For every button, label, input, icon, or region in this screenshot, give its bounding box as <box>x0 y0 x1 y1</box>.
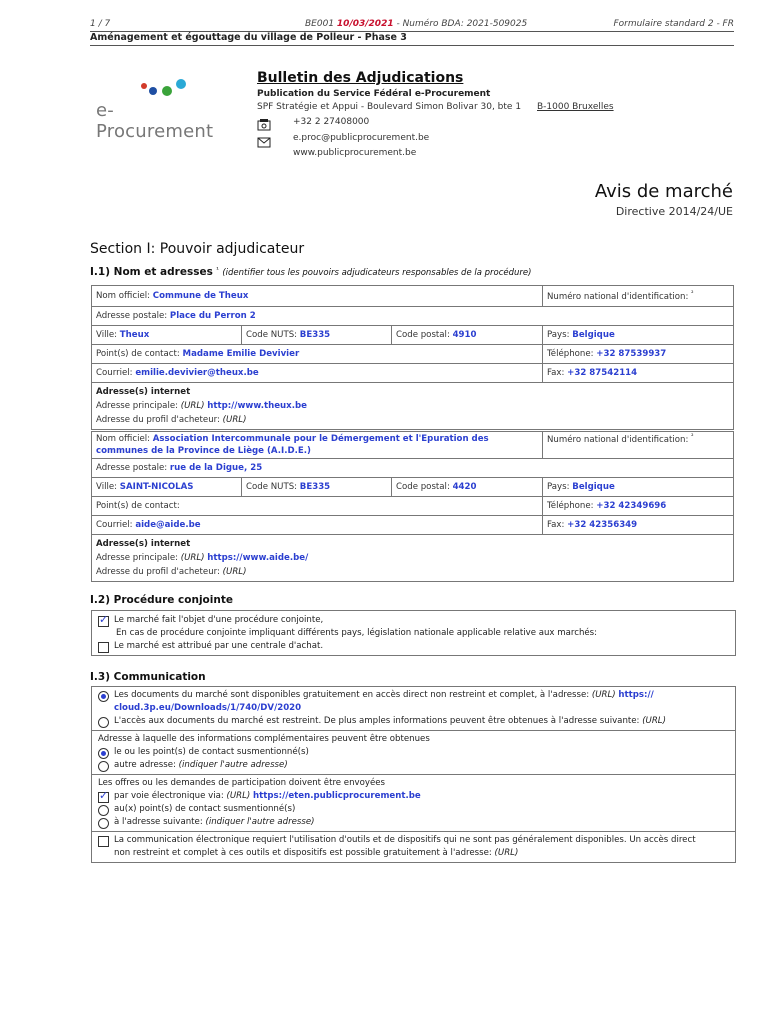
table-row <box>92 459 734 478</box>
label: Courriel: <box>96 520 133 530</box>
org2-nom-cell <box>92 432 543 459</box>
label: Numéro national d'identification: <box>547 291 689 302</box>
table-row <box>92 516 734 535</box>
label: Pays: <box>547 482 570 492</box>
radio-info-contact[interactable] <box>98 748 109 759</box>
radio-docs-restricted[interactable] <box>98 717 109 728</box>
info-address-row <box>92 731 735 775</box>
electronic-tools-row <box>92 832 735 862</box>
label: Nom officiel: <box>96 291 151 301</box>
info-other-label: autre adresse: <box>114 760 176 770</box>
org2-pays-cell <box>543 478 734 497</box>
joint-procedure-row <box>92 611 735 655</box>
radio-offers-address[interactable] <box>98 818 109 829</box>
org1-nom: Commune de Theux <box>152 291 249 301</box>
form-type: Formulaire standard 2 - FR <box>613 19 734 29</box>
org1-courriel-cell <box>92 364 543 383</box>
header-divider-2 <box>90 45 734 46</box>
label: Adresse principale: <box>96 553 179 563</box>
offers-header: Les offres ou les demandes de participation doivent être envoyées <box>98 778 386 788</box>
org2-nom-1: Association Intercommunale pour le Démergement et l'Epuration des <box>152 434 489 444</box>
label: Numéro national d'identification: <box>547 434 689 445</box>
notice-title: Avis de marché <box>594 181 733 202</box>
url-hint: (URL) <box>642 716 666 726</box>
url-hint: (URL) <box>222 567 247 577</box>
org1-cp: 4910 <box>452 330 477 340</box>
org2-contact-cell <box>92 497 543 516</box>
option-joint <box>96 614 731 627</box>
page-number: 1 / 7 <box>90 19 111 29</box>
offers-address-label: à l'adresse suivante: <box>114 817 203 827</box>
option-offers-address <box>96 816 731 829</box>
docs-access-row <box>92 687 735 731</box>
label: Courriel: <box>96 368 133 378</box>
org2-numero-cell <box>543 432 734 459</box>
org2-tel: +32 42349696 <box>596 501 667 511</box>
org1-tel: +32 87539937 <box>596 349 667 359</box>
org1-website[interactable]: http://www.theux.be <box>207 401 307 411</box>
org2-courriel[interactable]: aide@aide.be <box>135 520 201 530</box>
org1-cp-cell <box>392 326 543 345</box>
subsection-13-title: I.3) Communication <box>90 671 206 683</box>
org1-fax: +32 87542114 <box>567 368 638 378</box>
org1-courriel[interactable]: emilie.devivier@theux.be <box>135 368 259 378</box>
s11-label: I.1) Nom et adresses <box>90 266 213 278</box>
label: Code NUTS: <box>246 482 298 492</box>
offers-contact-label: au(x) point(s) de contact susmentionné(s) <box>114 804 296 814</box>
label: Ville: <box>96 330 118 340</box>
org1-numero-cell <box>543 286 734 307</box>
option-offers-contact <box>96 803 731 816</box>
org1-ville-cell <box>92 326 242 345</box>
org2-nuts-cell <box>242 478 392 497</box>
radio-offers-contact[interactable] <box>98 805 109 816</box>
footnote-mark: ² <box>691 433 694 440</box>
logo-dots-icon <box>96 78 226 100</box>
label: Code NUTS: <box>246 330 298 340</box>
notice-directive: Directive 2014/24/UE <box>615 205 733 218</box>
org1-tel-cell <box>543 345 734 364</box>
label: Fax: <box>547 368 565 378</box>
bulletin-title: Bulletin des Adjudications <box>257 70 464 86</box>
org2-website[interactable]: https://www.aide.be/ <box>207 553 309 563</box>
internet-heading: Adresse(s) internet <box>96 539 191 549</box>
org2-cp-cell <box>392 478 543 497</box>
option-joint-label: Le marché fait l'objet d'une procédure conjointe, <box>114 615 324 625</box>
radio-docs-free[interactable] <box>98 691 109 702</box>
org1-adresse: Place du Perron 2 <box>169 311 256 321</box>
project-title: Aménagement et égouttage du village de Polleur - Phase 3 <box>90 32 407 43</box>
org2-ville-cell <box>92 478 242 497</box>
bulletin-city: B-1000 Bruxelles <box>537 102 614 112</box>
option-info-contact <box>96 746 731 759</box>
url-hint: (URL) <box>226 791 251 801</box>
table-row <box>92 345 734 364</box>
table-row <box>92 286 734 307</box>
joint-detail: En cas de procédure conjointe impliquant différents pays, législation nationale applicable relative aux marchés: <box>116 628 598 638</box>
eprocurement-logo <box>96 78 226 142</box>
checkbox-electronic-tools[interactable] <box>98 836 109 847</box>
table-row <box>92 326 734 345</box>
org2-nuts: BE335 <box>299 482 331 492</box>
label: Nom officiel: <box>96 434 151 444</box>
url-hint: (URL) <box>494 848 519 858</box>
org2-ville: SAINT-NICOLAS <box>119 482 194 492</box>
label: Adresse postale: <box>96 463 168 473</box>
label: Adresse du profil d'acheteur: <box>96 415 220 425</box>
offers-url[interactable]: https://eten.publicprocurement.be <box>253 791 421 801</box>
label: Point(s) de contact: <box>96 349 180 359</box>
label: Adresse du profil d'acheteur: <box>96 567 220 577</box>
info-contact-label: le ou les point(s) de contact susmentionné(s) <box>114 747 309 757</box>
electro-line-2: non restreint et complet à ces outils et dispositifs est possible gratuitement à l'adresse: <box>114 848 492 858</box>
org2-table <box>91 431 734 582</box>
offers-electronic-label: par voie électronique via: <box>114 791 224 801</box>
org1-pays: Belgique <box>572 330 615 340</box>
table-row <box>92 432 734 459</box>
offers-row <box>92 775 735 832</box>
other-hint: (indiquer l'autre adresse) <box>178 760 288 770</box>
bulletin-website[interactable]: www.publicprocurement.be <box>293 148 417 158</box>
label: Téléphone: <box>547 349 594 359</box>
org1-nuts: BE335 <box>299 330 331 340</box>
checkbox-central[interactable] <box>98 642 109 653</box>
info-header: Adresse à laquelle des informations complémentaires peuvent être obtenues <box>98 734 430 744</box>
url-hint: (URL) <box>180 553 205 563</box>
org2-nom-2: communes de la Province de Liège (A.I.D.E.) <box>96 446 311 456</box>
org1-table <box>91 285 734 430</box>
footnote-mark: ² <box>691 290 694 298</box>
bda-number: - Numéro BDA: 2021-509025 <box>396 19 528 29</box>
org1-internet-cell <box>92 383 734 430</box>
url-hint: (URL) <box>222 415 247 425</box>
table-row <box>92 383 734 430</box>
org1-ville: Theux <box>119 330 150 340</box>
table-row <box>92 535 734 582</box>
checkbox-joint[interactable] <box>98 616 109 627</box>
table-row <box>92 497 734 516</box>
label: Code postal: <box>396 482 450 492</box>
label: Code postal: <box>396 330 450 340</box>
option-docs-free <box>96 689 731 715</box>
org2-fax-cell <box>543 516 734 535</box>
org2-pays: Belgique <box>572 482 615 492</box>
label: Ville: <box>96 482 118 492</box>
ref-prefix: BE001 <box>305 19 335 29</box>
url-hint: (URL) <box>591 690 616 700</box>
radio-info-other[interactable] <box>98 761 109 772</box>
org1-contact-cell <box>92 345 543 364</box>
label: Point(s) de contact: <box>96 501 180 511</box>
s11-sup: ¹ <box>216 266 219 274</box>
bulletin-publisher: Publication du Service Fédéral e-Procurement <box>257 89 491 99</box>
section-title: Section I: Pouvoir adjudicateur <box>90 241 305 257</box>
option-electronic-tools <box>96 834 731 860</box>
subsection-11-title <box>90 266 531 278</box>
org2-tel-cell <box>543 497 734 516</box>
org1-fax-cell <box>543 364 734 383</box>
label: Téléphone: <box>547 501 594 511</box>
org1-pays-cell <box>543 326 734 345</box>
docs-url-2[interactable]: cloud.3p.eu/Downloads/1/740/DV/2020 <box>114 703 302 713</box>
label: Fax: <box>547 520 565 530</box>
option-info-other <box>96 759 731 772</box>
bulletin-phone: +32 2 27408000 <box>293 117 370 127</box>
org2-cp: 4420 <box>452 482 477 492</box>
bulletin-address: SPF Stratégie et Appui - Boulevard Simon Bolivar 30, bte 1 <box>257 102 522 112</box>
org2-courriel-cell <box>92 516 543 535</box>
org2-adresse: rue de la Digue, 25 <box>169 463 263 473</box>
org2-fax: +32 42356349 <box>567 520 638 530</box>
org2-adresse-cell <box>92 459 734 478</box>
docs-url[interactable]: https:// <box>618 690 654 700</box>
org2-internet-cell <box>92 535 734 582</box>
mail-icon <box>257 133 271 152</box>
label: Pays: <box>547 330 570 340</box>
label: Adresse postale: <box>96 311 168 321</box>
option-docs-restricted <box>96 715 731 728</box>
docs-free-label: Les documents du marché sont disponibles gratuitement en accès direct non restreint et complet, à l'adresse: <box>114 690 590 700</box>
org1-nuts-cell <box>242 326 392 345</box>
table-row <box>92 307 734 326</box>
option-offers-electronic <box>96 790 731 803</box>
other-hint: (indiquer l'autre adresse) <box>205 817 315 827</box>
option-central-label: Le marché est attribué par une centrale d'achat. <box>114 641 324 651</box>
org1-adresse-cell <box>92 307 734 326</box>
joint-procedure-box <box>91 610 736 656</box>
option-central <box>96 640 731 653</box>
publication-date: 10/03/2021 <box>336 19 394 29</box>
label: Adresse principale: <box>96 401 179 411</box>
org1-nom-cell <box>92 286 543 307</box>
s11-note: (identifier tous les pouvoirs adjudicateurs responsables de la procédure) <box>222 268 532 278</box>
electro-line-1: La communication électronique requiert l'utilisation d'outils et de dispositifs qui ne sont pas généralement disponibles. Un accès direct <box>114 835 696 845</box>
org1-contact: Madame Emilie Devivier <box>182 349 300 359</box>
checkbox-offers-electronic[interactable] <box>98 792 109 803</box>
internet-heading: Adresse(s) internet <box>96 387 191 397</box>
communication-box <box>91 686 736 863</box>
url-hint: (URL) <box>180 401 205 411</box>
subsection-12-title: I.2) Procédure conjointe <box>90 594 233 606</box>
bulletin-email[interactable]: e.proc@publicprocurement.be <box>293 133 430 143</box>
table-row <box>92 478 734 497</box>
table-row <box>92 364 734 383</box>
docs-restricted-label: L'accès aux documents du marché est restreint. De plus amples informations peuvent être obtenues à l'adresse suivante: <box>114 716 640 726</box>
logo-text: e-Procurement <box>96 100 214 142</box>
notice-reference <box>305 19 527 29</box>
